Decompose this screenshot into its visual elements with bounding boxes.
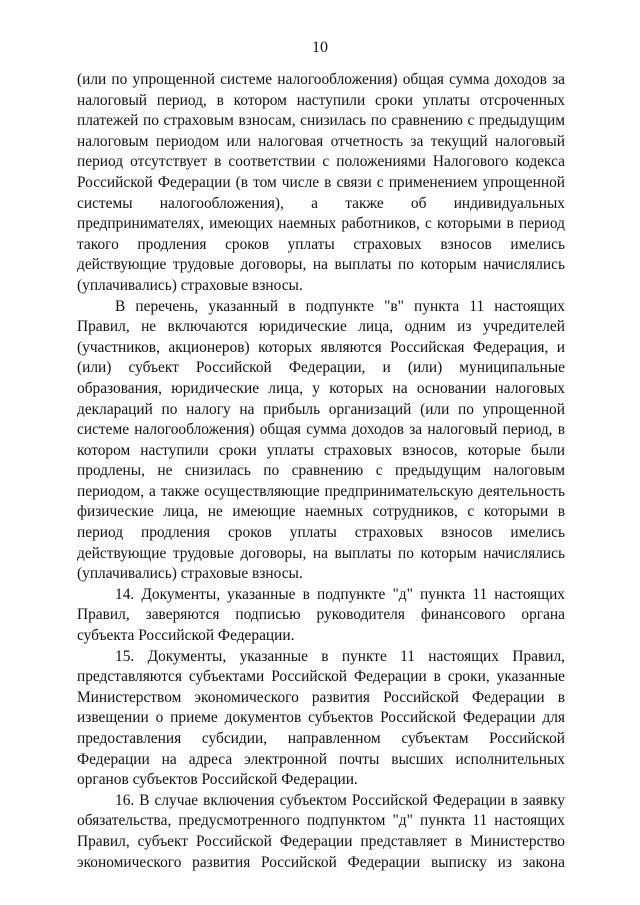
document-body [77, 70, 565, 873]
paragraph-exclusion-list: В перечень, указанный в подпункте "в" пункта 11 настоящих Правил, не включаются юридические лица, одним из учредителей (участников, акционеров) которых являются Российская Федерация, и (или) субъект Российской Федерации, и (или) муниципальные образования, юридические лица, у которых на основании налоговых деклараций по налогу на прибыль организаций (или по упрощенной системе налогообложения) общая сумма доходов за налоговый период, в котором наступили сроки уплаты страховых взносов, которые были продлены, не снизилась по сравнению с предыдущим налоговым периодом, а также осуществляющие предпринимательскую деятельность физические лица, не имеющие наемных сотрудников, с которыми в период продления сроков уплаты страховых взносов имелись действующие трудовые договоры, на выплаты по которым начислялись (уплачивались) страховые взносы. [77, 297, 565, 583]
paragraph-item-14: 14. Документы, указанные в подпункте "д" пункта 11 настоящих Правил, заверяются подписью руководителя финансового органа субъекта Российской Федерации. [77, 585, 565, 645]
paragraph-item-16: 16. В случае включения субъектом Российской Федерации в заявку обязательства, предусмотренного подпунктом "д" пункта 11 настоящих Правил, субъект Российской Федерации представляет в Министерство экономического развития Российской Федерации выписку из закона [77, 791, 565, 871]
paragraph-item-15: 15. Документы, указанные в пункте 11 настоящих Правил, представляются субъектами Российской Федерации в сроки, указанные Министерством экономического развития Российской Федерации в извещении о приеме документов субъектов Российской Федерации для предоставления субсидии, направленном субъектам Российской Федерации на адреса электронной почты высших исполнительных органов субъектов Российской Федерации. [77, 647, 565, 789]
paragraph-continuation: (или по упрощенной системе налогообложения) общая сумма доходов за налоговый период, в котором наступили сроки уплаты отсроченных платежей по страховым взносам, снизилась по сравнению с предыдущим налоговым периодом или налоговая отчетность за текущий налоговый период отсутствует в соответствии с положениями Налогового кодекса Российской Федерации (в том числе в связи с применением упрощенной системы налогообложения), а также об индивидуальных предпринимателях, имеющих наемных работников, с которыми в период такого продления сроков уплаты страховых взносов имелись действующие трудовые договоры, на выплаты по которым начислялись (уплачивались) страховые взносы. [77, 71, 565, 294]
page-number: 10 [312, 39, 328, 56]
